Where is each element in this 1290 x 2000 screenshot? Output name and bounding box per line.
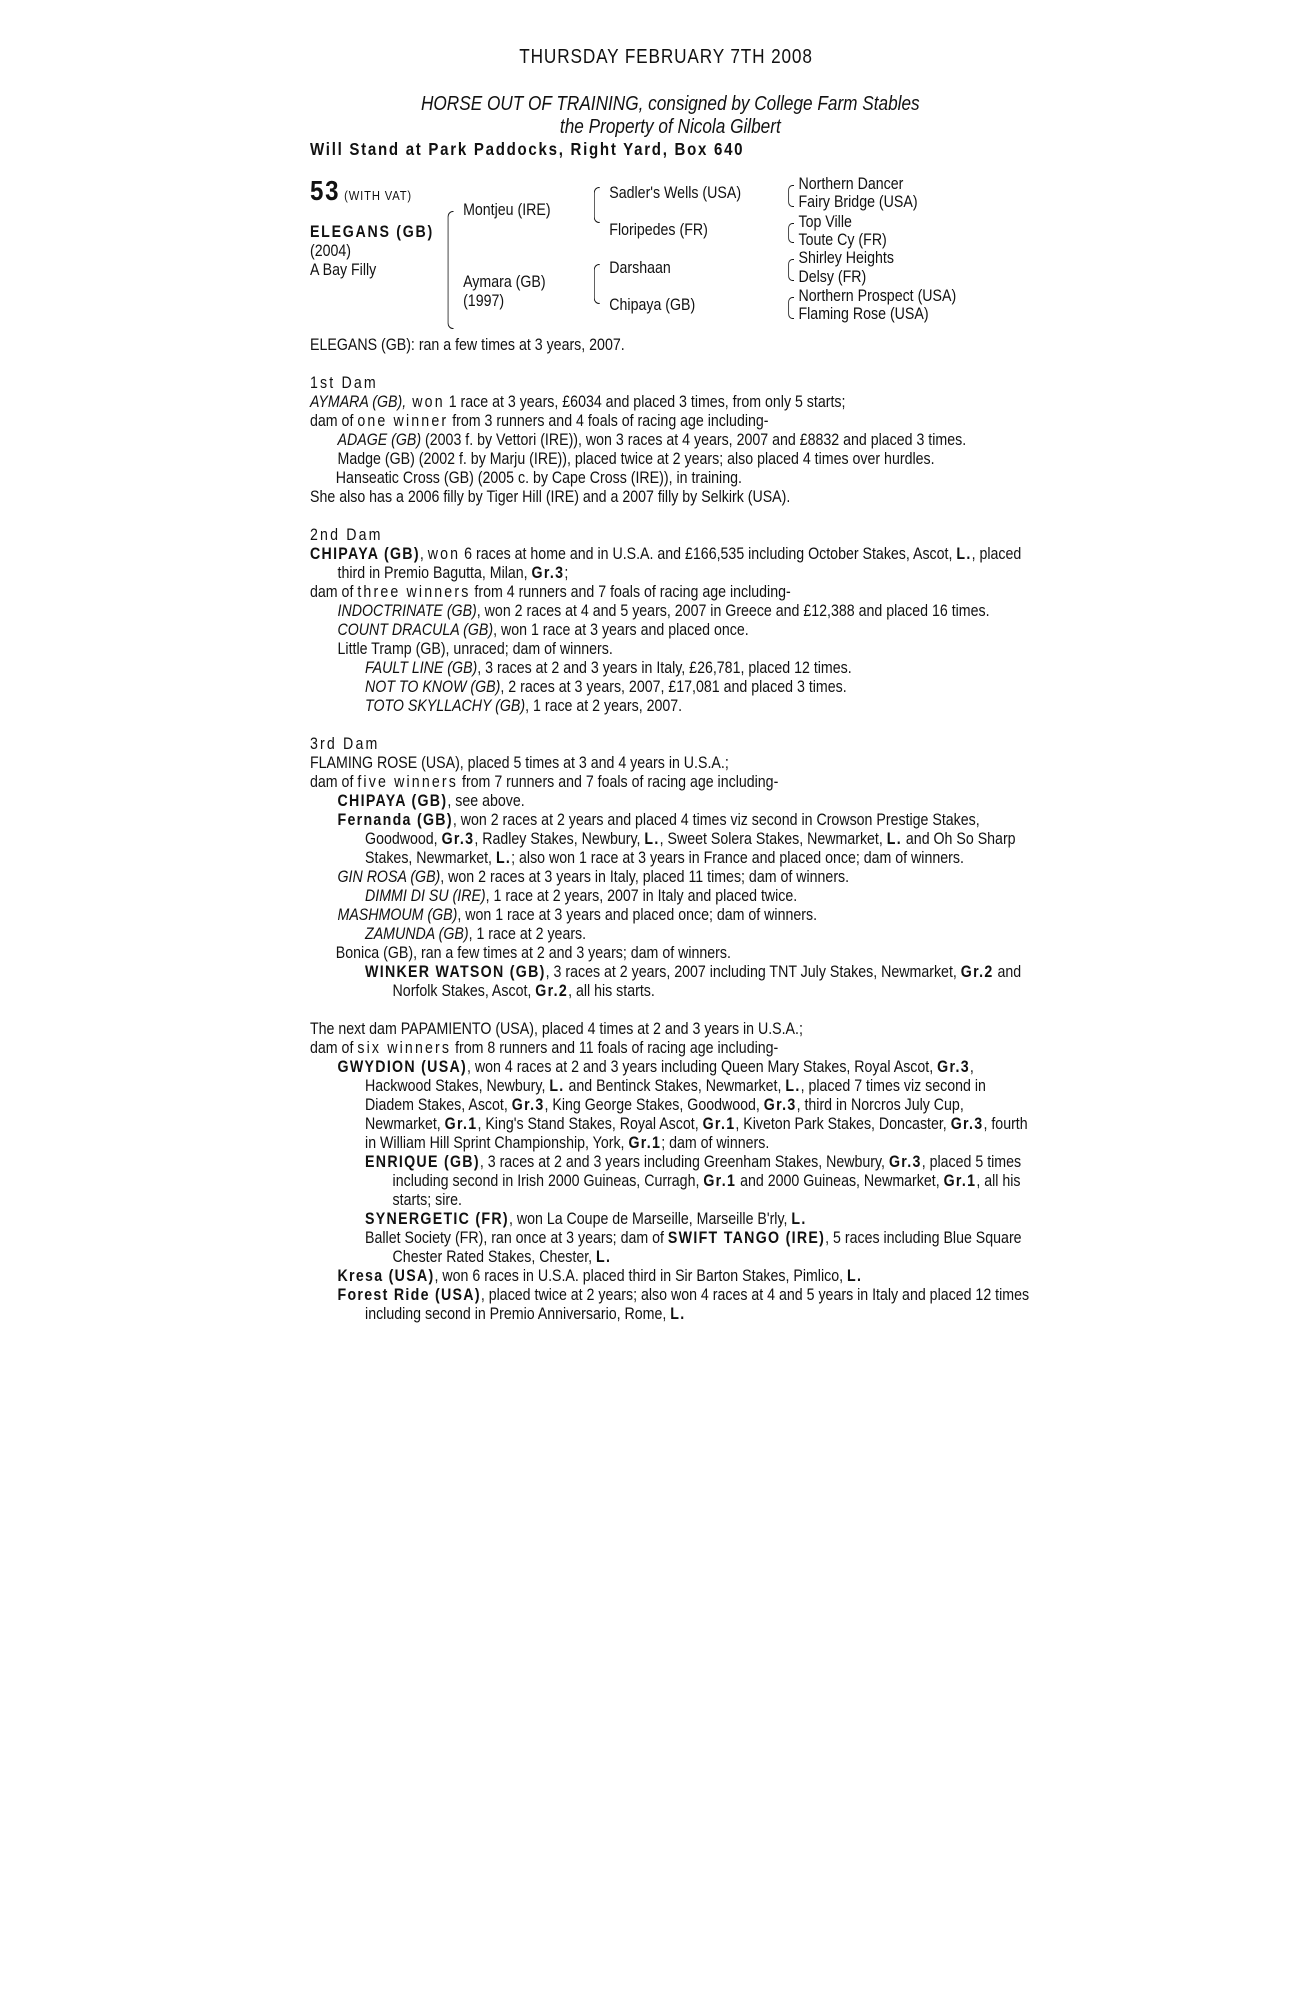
grade: Gr.1 (703, 1172, 737, 1190)
text: , 5 races including Blue Square Chester Rated Stakes, Chester, (392, 1229, 1022, 1266)
pedigree-dam-sire: Darshaan (609, 259, 671, 277)
produce-name: SWIFT TANGO (IRE) (667, 1229, 826, 1247)
produce-entry (310, 621, 1031, 640)
section-heading: 2nd Dam (310, 526, 383, 544)
produce-name: CHIPAYA (GB) (337, 792, 448, 810)
foaling-year: (2004) (310, 242, 352, 260)
produce-name: TOTO SKYLLACHY (GB) (365, 697, 526, 715)
produce-entry (310, 431, 1031, 450)
produce-name: Fernanda (GB) (337, 811, 453, 829)
produce-entry (310, 868, 1031, 887)
produce-name: INDOCTRINATE (GB) (337, 602, 477, 620)
pedigree-dam-year: (1997) (463, 292, 505, 310)
pedigree-brace (594, 187, 600, 223)
lot-number-row (310, 175, 412, 206)
text: , all his starts; sire. (392, 1172, 1021, 1209)
pedigree-sire-dam: Floripedes (FR) (609, 221, 708, 239)
grade: L. (785, 1077, 801, 1095)
grade: Gr.3 (937, 1058, 970, 1076)
pedigree-gen3-6: Delsy (FR) (798, 268, 867, 286)
winners-count: one winner (357, 412, 449, 430)
grand-produce-entry (310, 1229, 1031, 1267)
produce-record: , 1 race at 2 years. (468, 925, 587, 943)
produce-name: Forest Ride (USA) (337, 1286, 481, 1304)
text: and Oh So Sharp Stakes, Newmarket, (365, 830, 1016, 867)
grade: Gr.2 (535, 982, 569, 1000)
grade: Gr.3 (441, 830, 475, 848)
grand-produce-entry (310, 963, 1031, 1001)
dam-record (310, 545, 1031, 583)
third-dam-section (310, 735, 1031, 1001)
grade: Gr.1 (702, 1115, 736, 1133)
produce-name: MASHMOUM (GB) (337, 906, 458, 924)
produce-name: ENRIQUE (GB) (365, 1153, 480, 1171)
pedigree-brace (788, 223, 794, 243)
text: ; dam of winners. (661, 1134, 770, 1152)
second-dam-section (310, 526, 1031, 716)
winners-count: six winners (357, 1039, 452, 1057)
text: and Norfolk Stakes, Ascot, (392, 963, 1022, 1000)
pedigree-brace (788, 185, 794, 207)
text: , third in Norcros July Cup, Newmarket, (365, 1096, 964, 1133)
grade: L. (596, 1248, 612, 1266)
pedigree-gen3-5: Shirley Heights (798, 249, 894, 267)
dam-name: AYMARA (GB), (310, 393, 407, 411)
text: ; also won 1 race at 3 years in France and placed once; dam of winners. (511, 849, 964, 867)
text: , placed twice at 2 years; also won 4 races at 4 and 5 years in Italy and placed 12 times including second in Premio Anniversario, Rome, (365, 1286, 1030, 1323)
grand-produce-entry (310, 697, 1031, 716)
text: , all his starts. (568, 982, 655, 1000)
first-dam-section (310, 374, 1031, 507)
text: 6 races at home and in U.S.A. and £166,535 including October Stakes, Ascot, (460, 545, 957, 563)
sale-date: THURSDAY FEBRUARY 7TH 2008 (519, 46, 813, 68)
produce-record: , 3 races at 2 and 3 years in Italy, £26,781, placed 12 times. (477, 659, 852, 677)
grade: Gr.3 (763, 1096, 797, 1114)
produce-record: , won 2 races at 4 and 5 years, 2007 in Greece and £12,388 and placed 16 times. (476, 602, 990, 620)
text: Ballet Society (FR), ran once at 3 years; dam of (365, 1229, 668, 1247)
text: , King George Stakes, Goodwood, (544, 1096, 764, 1114)
grand-produce-entry (310, 1153, 1031, 1210)
grade: Gr.3 (511, 1096, 545, 1114)
produce-name: NOT TO KNOW (GB) (365, 678, 501, 696)
record-text: 1 race at 3 years, £6034 and placed 3 times, from only 5 starts; (444, 393, 846, 411)
produce-record: , won 2 races at 3 years in Italy, placed 11 times; dam of winners. (440, 868, 850, 886)
grade: L. (846, 1267, 863, 1285)
grade: Gr.3 (950, 1115, 984, 1133)
produce-note: She also has a 2006 filly by Tiger Hill (IRE) and a 2007 filly by Selkirk (USA). (310, 488, 791, 506)
text: from 7 runners and 7 foals of racing age including- (458, 773, 779, 791)
grand-produce-entry (310, 887, 1031, 906)
produce-entry: Little Tramp (GB), unraced; dam of winners. (337, 640, 613, 658)
grade: L. (549, 1077, 565, 1095)
text: dam of (310, 773, 358, 791)
text: , Hackwood Stakes, Newbury, (365, 1058, 974, 1095)
produce-record: , 1 race at 2 years, 2007 in Italy and placed twice. (485, 887, 798, 905)
text: , Sweet Solera Stakes, Newmarket, (659, 830, 887, 848)
dam-name: CHIPAYA (GB) (310, 545, 420, 563)
pedigree-brace (594, 264, 600, 304)
pedigree-gen3-2: Fairy Bridge (USA) (798, 193, 918, 211)
pedigree-gen3-1: Northern Dancer (798, 175, 904, 193)
grade: Gr.3 (531, 564, 565, 582)
grand-produce-entry (310, 925, 1031, 944)
next-dam-section (310, 1020, 1031, 1324)
text: dam of (310, 1039, 358, 1057)
text: dam of (310, 412, 358, 430)
winners-count: five winners (357, 773, 459, 791)
section-heading: 3rd Dam (310, 735, 380, 753)
pedigree-table (310, 175, 1031, 336)
pedigree-dam: Aymara (GB) (463, 273, 546, 291)
winners-count: three winners (357, 583, 471, 601)
pedigree-gen3-8: Flaming Rose (USA) (798, 305, 929, 323)
text: , placed 5 times including second in Irish 2000 Guineas, Curragh, (392, 1153, 1022, 1190)
pedigree-gen3-4: Toute Cy (FR) (798, 231, 887, 249)
produce-record: , won 1 race at 3 years and placed once; dam of winners. (457, 906, 818, 924)
produce-name: WINKER WATSON (GB) (365, 963, 546, 981)
produce-name: SYNERGETIC (FR) (365, 1210, 509, 1228)
produce-entry (310, 811, 1031, 868)
pedigree-sire: Montjeu (IRE) (463, 201, 551, 219)
grand-produce-entry (310, 678, 1031, 697)
section-heading: 1st Dam (310, 374, 378, 392)
pedigree-gen3-3: Top Ville (798, 213, 852, 231)
produce-entry (310, 1058, 1031, 1153)
text: , placed 7 times viz second in Diadem Stakes, Ascot, (365, 1077, 986, 1114)
grade: L. (670, 1305, 686, 1323)
produce-summary (310, 773, 1031, 792)
grade: Gr.2 (960, 963, 994, 981)
produce-entry (310, 1286, 1031, 1324)
produce-name: Kresa (USA) (337, 1267, 435, 1285)
produce-summary (310, 412, 1031, 431)
text: , 3 races at 2 years, 2007 including TNT July Stakes, Newmarket, (545, 963, 961, 981)
lot-number: 53 (310, 175, 341, 206)
pedigree-brace (788, 297, 794, 319)
vat-note: (WITH VAT) (344, 188, 412, 203)
produce-record: , 1 race at 2 years, 2007. (525, 697, 683, 715)
text: , won La Coupe de Marseille, Marseille B'rly, (508, 1210, 792, 1228)
text: and Bentinck Stakes, Newmarket, (564, 1077, 786, 1095)
produce-entry (310, 1267, 1031, 1286)
text: from 8 runners and 11 foals of racing age including- (451, 1039, 779, 1057)
produce-record: (2003 f. by Vettori (IRE)), won 3 races at 4 years, 2007 and £8832 and placed 3 times. (421, 431, 967, 449)
property-line: the Property of Nicola Gilbert (559, 116, 781, 138)
grade: L. (495, 849, 512, 867)
text: , won 2 races at 2 years and placed 4 times viz second in Crowson Prestige Stakes, Goodwood, (365, 811, 980, 848)
text: , won 6 races in U.S.A. placed third in Sir Barton Stakes, Pimlico, (434, 1267, 847, 1285)
produce-record: , 2 races at 3 years, 2007, £17,081 and placed 3 times. (500, 678, 847, 696)
produce-name: FAULT LINE (GB) (365, 659, 478, 677)
dam-record: The next dam PAPAMIENTO (USA), placed 4 times at 2 and 3 years in U.S.A.; (310, 1020, 803, 1038)
grand-produce-entry (310, 1210, 1031, 1229)
grade: L. (886, 830, 902, 848)
produce-entry: Hanseatic Cross (GB) (2005 c. by Cape Cross (IRE)), in training. (335, 469, 742, 487)
text: , King's Stand Stakes, Royal Ascot, (477, 1115, 703, 1133)
text: , Kiveton Park Stakes, Doncaster, (735, 1115, 951, 1133)
produce-name: GWYDION (USA) (337, 1058, 468, 1076)
catalogue-entry (310, 48, 1031, 1324)
racing-summary: ELEGANS (GB): ran a few times at 3 years, 2007. (310, 336, 625, 354)
text: and 2000 Guineas, Newmarket, (736, 1172, 944, 1190)
produce-record: , won 1 race at 3 years and placed once. (493, 621, 749, 639)
stand-location: Will Stand at Park Paddocks, Right Yard, Box 640 (310, 139, 745, 159)
won-text: won (406, 393, 445, 411)
won-text: won (427, 545, 461, 563)
pedigree-dam-dam: Chipaya (GB) (609, 296, 696, 314)
produce-entry: Madge (GB) (2002 f. by Marju (IRE)), placed twice at 2 years; also placed 4 times over hurdles. (337, 450, 935, 468)
dam-record (310, 393, 1031, 412)
produce-name: COUNT DRACULA (GB) (337, 621, 494, 639)
grand-produce-entry (310, 659, 1031, 678)
produce-summary (310, 1039, 1031, 1058)
produce-record: , see above. (447, 792, 525, 810)
grade: L. (956, 545, 972, 563)
text: , Radley Stakes, Newbury, (474, 830, 645, 848)
text: , won 4 races at 2 and 3 years including Queen Mary Stakes, Royal Ascot, (467, 1058, 938, 1076)
pedigree-gen3-7: Northern Prospect (USA) (798, 287, 957, 305)
pedigree-brace (788, 259, 794, 281)
grade: Gr.1 (943, 1172, 977, 1190)
grade: Gr.3 (888, 1153, 922, 1171)
produce-name: ZAMUNDA (GB) (365, 925, 469, 943)
text: , 3 races at 2 and 3 years including Greenham Stakes, Newbury, (479, 1153, 889, 1171)
text: from 3 runners and 4 foals of racing age including- (448, 412, 769, 430)
pedigree-brace (448, 211, 454, 329)
text: from 4 runners and 7 foals of racing age including- (470, 583, 791, 601)
grade: Gr.1 (628, 1134, 662, 1152)
pedigree-sire-sire: Sadler's Wells (USA) (609, 184, 742, 202)
horse-name: ELEGANS (GB) (310, 223, 434, 241)
produce-summary (310, 583, 1031, 602)
horse-description: A Bay Filly (310, 261, 377, 279)
text: ; (564, 564, 569, 582)
produce-entry (310, 602, 1031, 621)
produce-entry: Bonica (GB), ran a few times at 2 and 3 years; dam of winners. (335, 944, 731, 962)
dam-record: FLAMING ROSE (USA), placed 5 times at 3 and 4 years in U.S.A.; (310, 754, 729, 772)
produce-entry (310, 906, 1031, 925)
text: dam of (310, 583, 358, 601)
text: , fourth in William Hill Sprint Championship, York, (365, 1115, 1028, 1152)
produce-name: GIN ROSA (GB) (337, 868, 441, 886)
grade: Gr.1 (444, 1115, 478, 1133)
consignment-line: HORSE OUT OF TRAINING, consigned by College Farm Stables (421, 93, 920, 115)
text: , placed third in Premio Bagutta, Milan, (337, 545, 1022, 582)
grade: L. (644, 830, 660, 848)
produce-name: ADAGE (GB) (337, 431, 422, 449)
text: , (419, 545, 428, 563)
produce-entry (310, 792, 1031, 811)
grade: L. (791, 1210, 807, 1228)
produce-name: DIMMI DI SU (IRE) (365, 887, 486, 905)
